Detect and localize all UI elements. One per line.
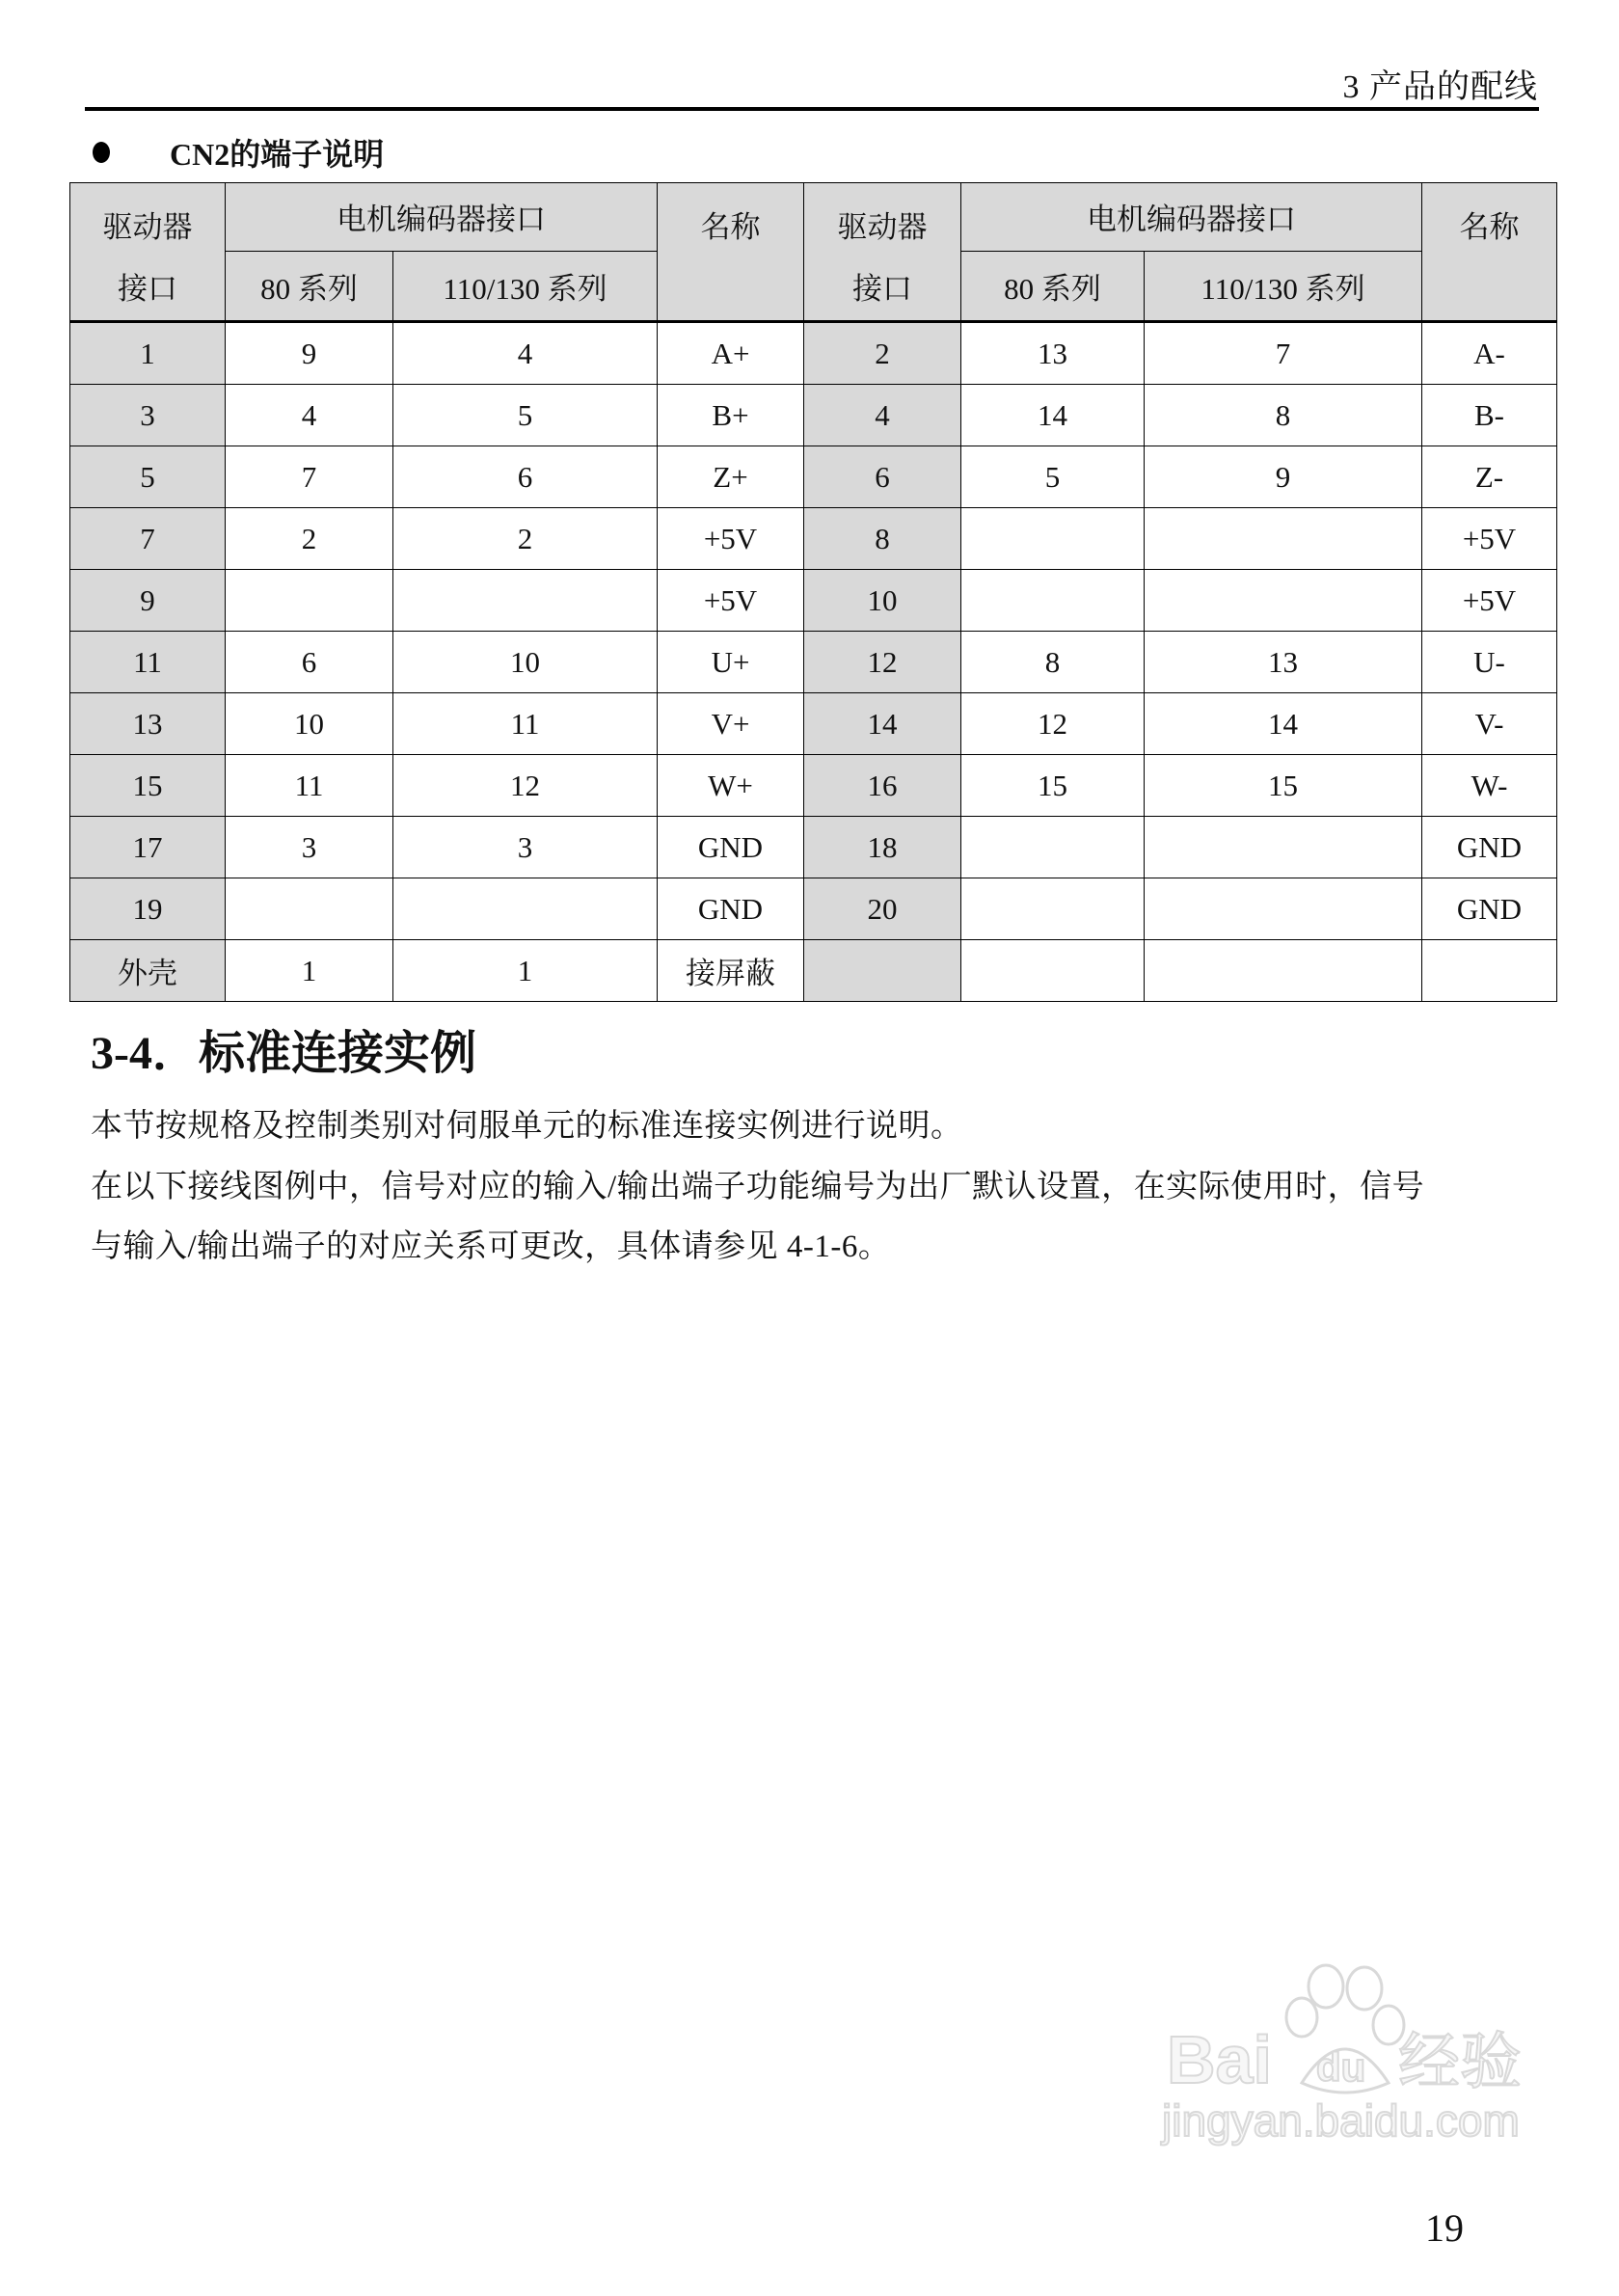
table-cell: Z- bbox=[1422, 446, 1557, 508]
table-cell: 10 bbox=[393, 632, 658, 693]
table-cell: A+ bbox=[658, 322, 804, 385]
table-cell: V+ bbox=[658, 693, 804, 755]
table-cell: W- bbox=[1422, 755, 1557, 817]
table-cell bbox=[961, 817, 1145, 878]
table-cell: 7 bbox=[70, 508, 226, 570]
baidu-watermark-logo bbox=[1157, 1958, 1533, 2150]
table-cell bbox=[1145, 508, 1422, 570]
table-row bbox=[70, 385, 1557, 446]
table-cell bbox=[961, 570, 1145, 632]
table-cell: 5 bbox=[393, 385, 658, 446]
table-row bbox=[70, 570, 1557, 632]
table-cell bbox=[1145, 878, 1422, 940]
table-cell: 2 bbox=[226, 508, 393, 570]
table-row bbox=[70, 632, 1557, 693]
table-cell: +5V bbox=[1422, 570, 1557, 632]
table-cell: GND bbox=[1422, 878, 1557, 940]
table-cell: 20 bbox=[804, 878, 961, 940]
table-cell: 14 bbox=[804, 693, 961, 755]
svg-text:jingyan.baidu.com: jingyan.baidu.com bbox=[1162, 2095, 1520, 2146]
table-cell: 8 bbox=[961, 632, 1145, 693]
table-row bbox=[70, 940, 1557, 1002]
svg-text:du: du bbox=[1316, 2044, 1366, 2090]
table-cell: 1 bbox=[226, 940, 393, 1002]
table-cell: 11 bbox=[393, 693, 658, 755]
table-cell: A- bbox=[1422, 322, 1557, 385]
chapter-header: 3 产品的配线 bbox=[1342, 69, 1538, 105]
table-cell: 2 bbox=[393, 508, 658, 570]
table-cell: 19 bbox=[70, 878, 226, 940]
table-cell: 13 bbox=[1145, 632, 1422, 693]
table-cell: 16 bbox=[804, 755, 961, 817]
bullet-title: CN2的端子说明 bbox=[170, 137, 385, 172]
header-driver-port: 驱动器 接口 bbox=[804, 183, 961, 322]
header-110-130-series: 110/130 系列 bbox=[393, 251, 658, 321]
table-cell: 6 bbox=[226, 632, 393, 693]
table-cell: 14 bbox=[1145, 693, 1422, 755]
table-cell bbox=[226, 570, 393, 632]
table-cell bbox=[804, 940, 961, 1002]
page-number: 19 bbox=[1425, 2206, 1464, 2250]
table-cell: 12 bbox=[393, 755, 658, 817]
table-cell bbox=[961, 940, 1145, 1002]
header-80-series: 80 系列 bbox=[226, 251, 393, 321]
table-cell: 1 bbox=[70, 322, 226, 385]
table-row bbox=[70, 322, 1557, 385]
table-cell: 9 bbox=[226, 322, 393, 385]
table-cell: 15 bbox=[70, 755, 226, 817]
table-cell: 接屏蔽 bbox=[658, 940, 804, 1002]
table-cell: W+ bbox=[658, 755, 804, 817]
table-row bbox=[70, 693, 1557, 755]
header-name: 名称 bbox=[1422, 183, 1557, 322]
table-cell: 5 bbox=[961, 446, 1145, 508]
table-cell: +5V bbox=[658, 508, 804, 570]
cn2-terminal-table bbox=[69, 182, 1557, 1002]
svg-text:Bai: Bai bbox=[1167, 2022, 1272, 2097]
table-cell bbox=[1422, 940, 1557, 1002]
table-cell: 3 bbox=[393, 817, 658, 878]
table-cell: 12 bbox=[804, 632, 961, 693]
table-cell: U+ bbox=[658, 632, 804, 693]
table-row bbox=[70, 755, 1557, 817]
table-cell: 10 bbox=[226, 693, 393, 755]
table-cell: 7 bbox=[1145, 322, 1422, 385]
table-cell: 7 bbox=[226, 446, 393, 508]
table-cell: GND bbox=[1422, 817, 1557, 878]
table-cell: 6 bbox=[393, 446, 658, 508]
table-row bbox=[70, 878, 1557, 940]
svg-text:经验: 经验 bbox=[1398, 2028, 1522, 2096]
table-cell: 15 bbox=[1145, 755, 1422, 817]
table-cell: GND bbox=[658, 878, 804, 940]
header-110-130-series: 110/130 系列 bbox=[1145, 251, 1422, 321]
header-80-series: 80 系列 bbox=[961, 251, 1145, 321]
table-cell: V- bbox=[1422, 693, 1557, 755]
table-cell bbox=[1145, 940, 1422, 1002]
table-cell: 14 bbox=[961, 385, 1145, 446]
table-cell: 3 bbox=[70, 385, 226, 446]
table-cell: B+ bbox=[658, 385, 804, 446]
table-row bbox=[70, 508, 1557, 570]
table-cell: Z+ bbox=[658, 446, 804, 508]
table-cell: 4 bbox=[804, 385, 961, 446]
paragraph: 在以下接线图例中，信号对应的输入/输出端子功能编号为出厂默认设置，在实际使用时，信号 bbox=[91, 1170, 1425, 1204]
table-cell: 9 bbox=[70, 570, 226, 632]
table-cell: 4 bbox=[226, 385, 393, 446]
table-cell: 3 bbox=[226, 817, 393, 878]
table-cell: 13 bbox=[70, 693, 226, 755]
table-cell: +5V bbox=[658, 570, 804, 632]
header-driver-port: 驱动器 接口 bbox=[70, 183, 226, 322]
table-cell: B- bbox=[1422, 385, 1557, 446]
header-encoder: 电机编码器接口 bbox=[226, 183, 658, 252]
table-cell: 5 bbox=[70, 446, 226, 508]
table-cell: 4 bbox=[393, 322, 658, 385]
paragraph: 本节按规格及控制类别对伺服单元的标准连接实例进行说明。 bbox=[91, 1109, 963, 1144]
table-cell bbox=[226, 878, 393, 940]
table-cell bbox=[1145, 817, 1422, 878]
table-cell: 17 bbox=[70, 817, 226, 878]
header-rule bbox=[85, 107, 1539, 111]
paragraph: 与输入/输出端子的对应关系可更改，具体请参见 4-1-6。 bbox=[91, 1229, 891, 1264]
table-cell: 15 bbox=[961, 755, 1145, 817]
table-cell: 1 bbox=[393, 940, 658, 1002]
header-encoder: 电机编码器接口 bbox=[961, 183, 1422, 252]
table-cell: 9 bbox=[1145, 446, 1422, 508]
table-cell: 18 bbox=[804, 817, 961, 878]
header-name: 名称 bbox=[658, 183, 804, 322]
table-cell: GND bbox=[658, 817, 804, 878]
table-cell: 12 bbox=[961, 693, 1145, 755]
table-cell bbox=[961, 508, 1145, 570]
table-row bbox=[70, 446, 1557, 508]
table-cell: 13 bbox=[961, 322, 1145, 385]
table-cell bbox=[393, 878, 658, 940]
table-cell bbox=[1145, 570, 1422, 632]
table-cell: 8 bbox=[804, 508, 961, 570]
table-cell bbox=[961, 878, 1145, 940]
section-bullet bbox=[93, 130, 384, 175]
table-row bbox=[70, 817, 1557, 878]
bullet-icon bbox=[93, 142, 110, 163]
table-cell: 11 bbox=[226, 755, 393, 817]
table-cell: +5V bbox=[1422, 508, 1557, 570]
table-cell: 8 bbox=[1145, 385, 1422, 446]
table-cell: 2 bbox=[804, 322, 961, 385]
table-cell: 11 bbox=[70, 632, 226, 693]
table-cell: 外壳 bbox=[70, 940, 226, 1002]
table-cell: U- bbox=[1422, 632, 1557, 693]
table-cell: 10 bbox=[804, 570, 961, 632]
table-cell: 6 bbox=[804, 446, 961, 508]
table-cell bbox=[393, 570, 658, 632]
section-title: 3-4．标准连接实例 bbox=[91, 1028, 476, 1079]
